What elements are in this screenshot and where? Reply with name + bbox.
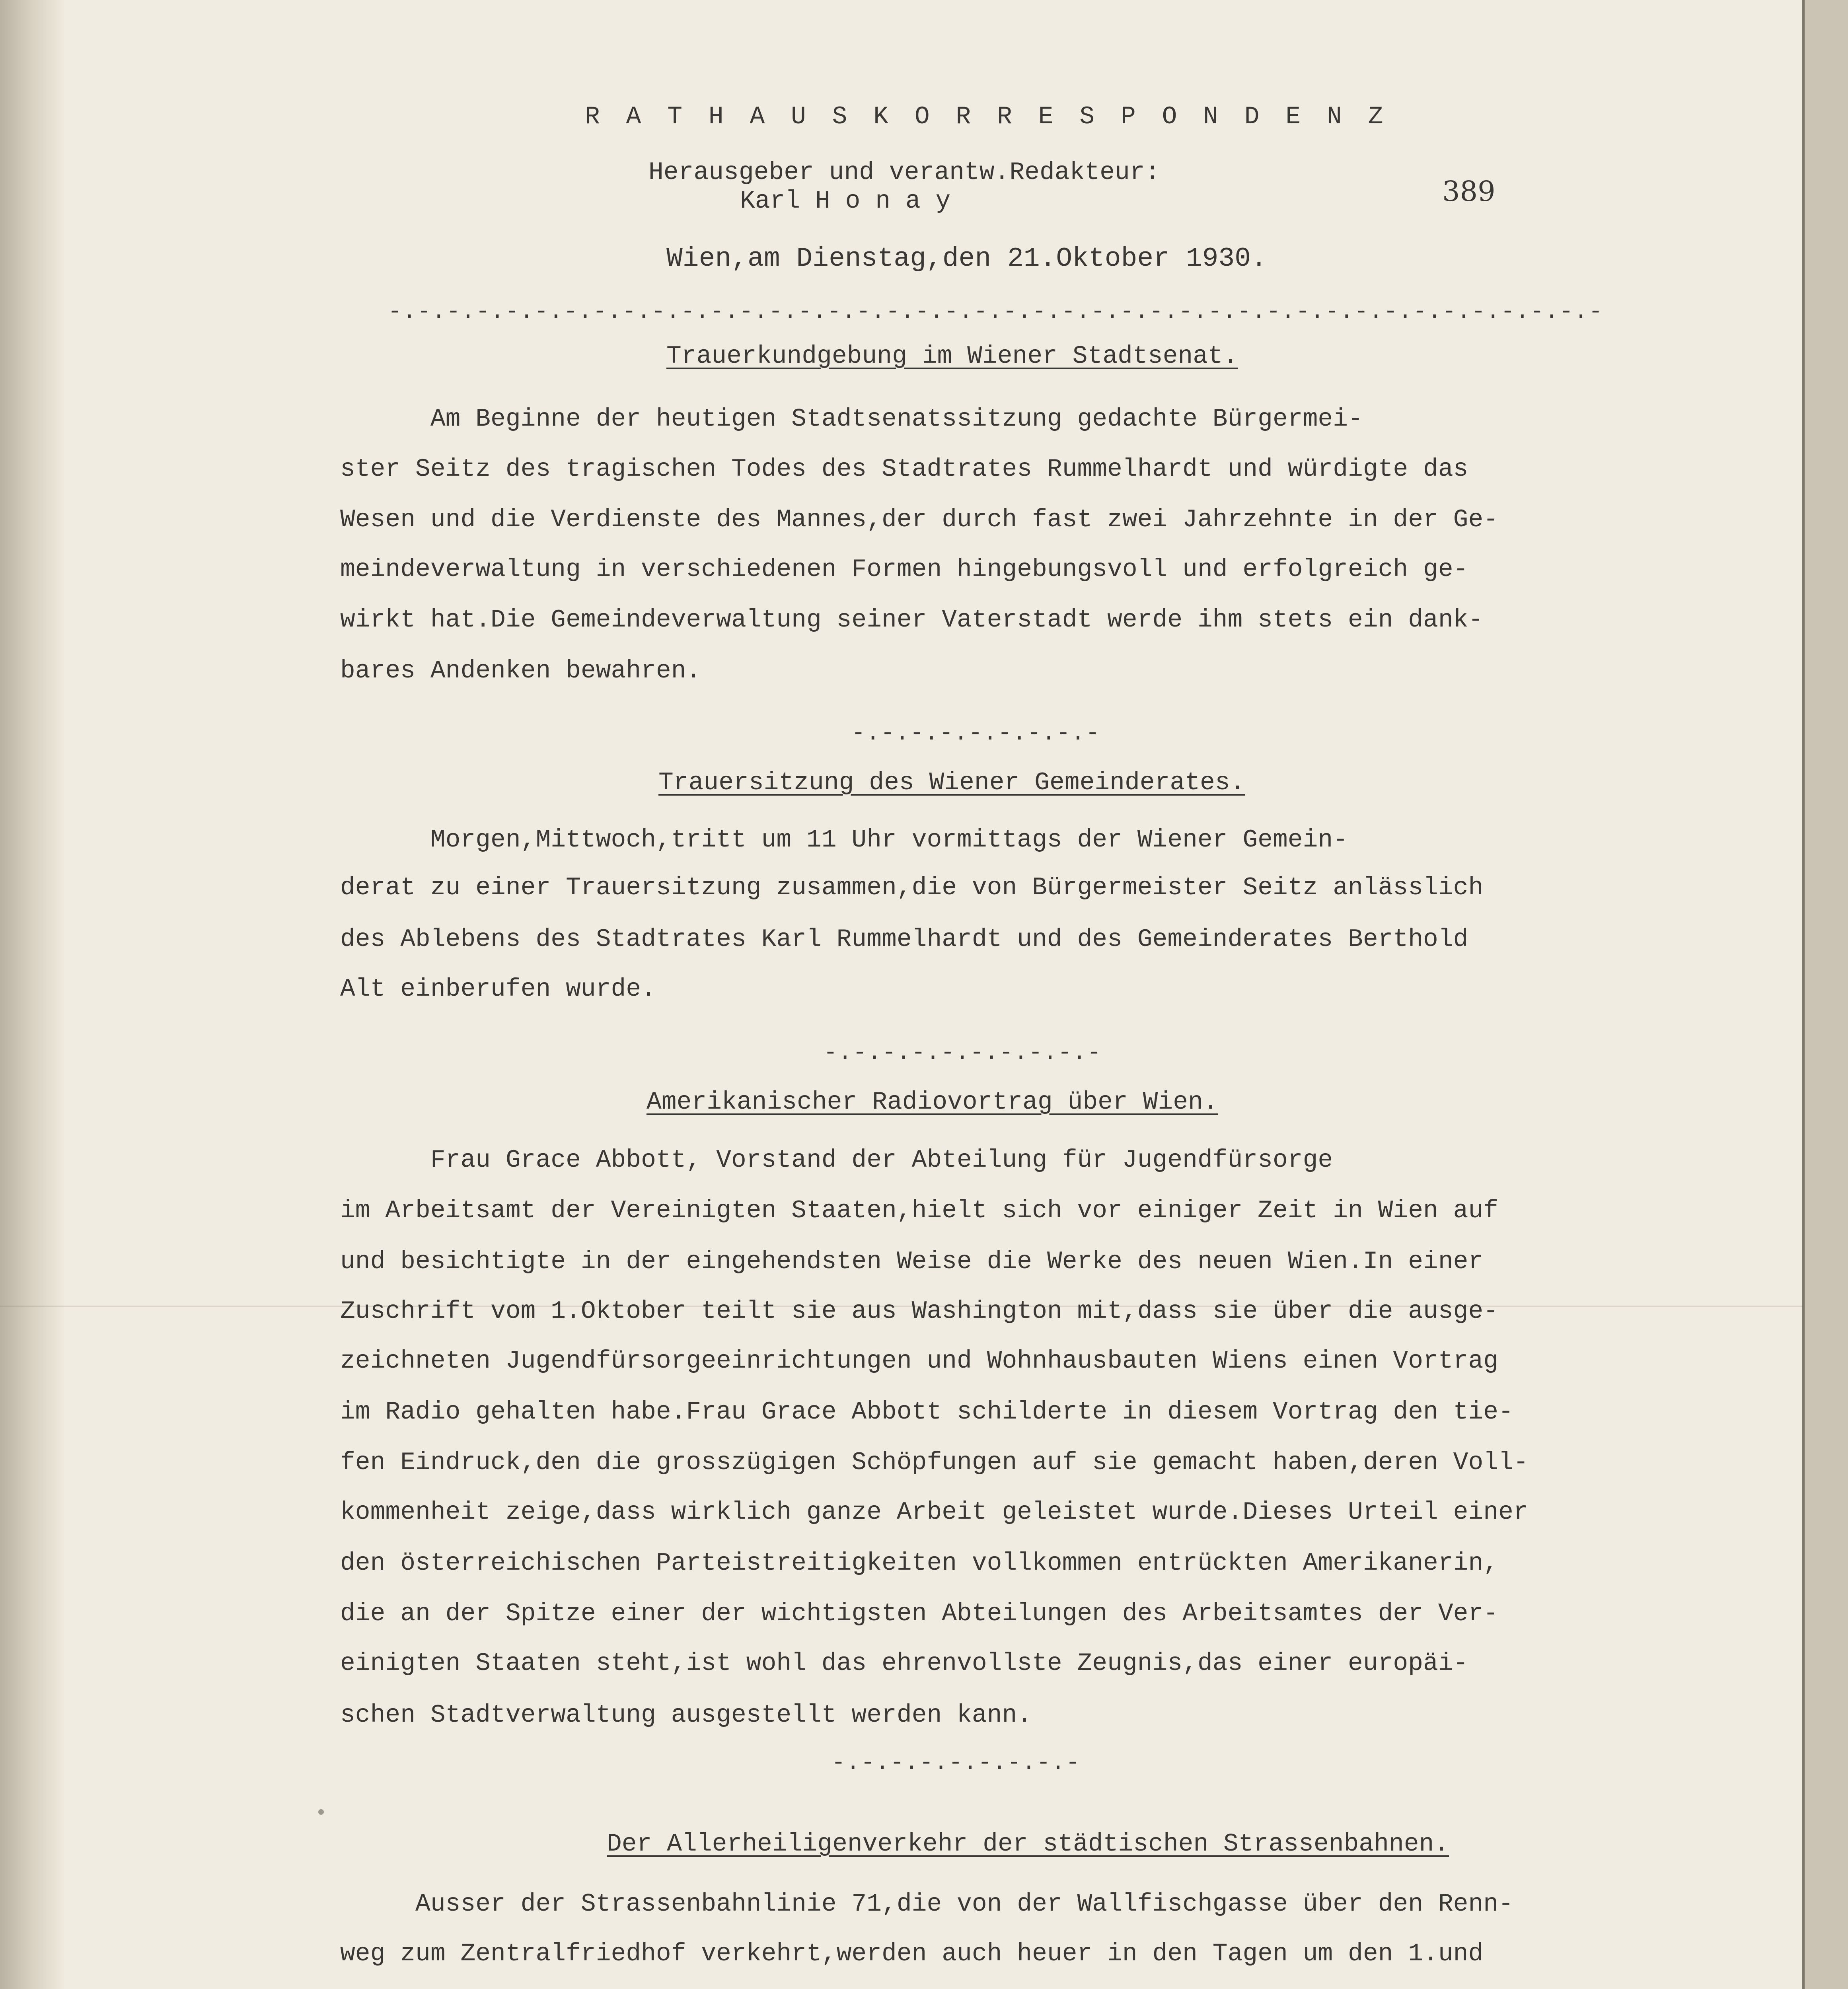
text-line: und besichtigte in der eingehendsten Weise die Werke des neuen Wien.In einer (340, 1248, 1484, 1276)
text-line: Frau Grace Abbott, Vorstand der Abteilung für Jugendfürsorge (340, 1146, 1333, 1174)
editor-name: Karl H o n a y (740, 187, 951, 215)
text-line: fen Eindruck,den die grosszügigen Schöpfungen auf sie gemacht haben,deren Voll- (340, 1448, 1529, 1477)
text-line: des Ablebens des Stadtrates Karl Rummelhardt und des Gemeinderates Berthold (340, 925, 1468, 954)
text-line: Ausser der Strassenbahnlinie 71,die von der Wallfischgasse über den Renn- (340, 1890, 1513, 1918)
text-line: Am Beginne der heutigen Stadtsenatssitzung gedachte Bürgermei- (340, 405, 1363, 433)
article-heading-3: Amerikanischer Radiovortrag über Wien. (647, 1088, 1218, 1116)
text-line: ster Seitz des tragischen Todes des Stadtrates Rummelhardt und würdigte das (340, 455, 1468, 483)
editor-label: Herausgeber und verantw.Redakteur: (648, 158, 1160, 187)
page-edge-shadow (1802, 0, 1805, 1989)
text-line: Wesen und die Verdienste des Mannes,der durch fast zwei Jahrzehnte in der Ge- (340, 506, 1499, 534)
text-line: die an der Spitze einer der wichtigsten Abteilungen des Arbeitsamtes der Ver- (340, 1600, 1499, 1628)
text-line: Morgen,Mittwoch,tritt um 11 Uhr vormittags der Wiener Gemein- (340, 826, 1348, 854)
text-line: im Arbeitsamt der Vereinigten Staaten,hielt sich vor einiger Zeit in Wien auf (340, 1197, 1499, 1225)
text-line: wirkt hat.Die Gemeindeverwaltung seiner Vaterstadt werde ihm stets ein dank- (340, 606, 1484, 634)
text-line: bares Andenken bewahren. (340, 657, 701, 685)
separator-top: -.-.-.-.-.-.-.-.-.-.-.-.-.-.-.-.-.-.-.-.-.-.-.-.-.-.-.-.-.-.-.-.-.-.-.-.-.-.-.-.-.- (388, 299, 1603, 325)
text-line: Alt einberufen wurde. (340, 975, 656, 1003)
dateline: Wien,am Dienstag,den 21.Oktober 1930. (666, 243, 1267, 274)
text-line: meindeverwaltung in verschiedenen Formen hingebungsvoll und erfolgreich ge- (340, 555, 1468, 584)
article-heading-4: Der Allerheiligenverkehr der städtischen Strassenbahnen. (607, 1830, 1449, 1858)
article-heading-1: Trauerkundgebung im Wiener Stadtsenat. (666, 342, 1238, 370)
text-line: zeichneten Jugendfürsorgeeinrichtungen und Wohnhausbauten Wiens einen Vortrag (340, 1347, 1499, 1375)
text-line: einigten Staaten steht,ist wohl das ehrenvollste Zeugnis,das einer europäi- (340, 1649, 1468, 1678)
masthead: R A T H A U S K O R R E S P O N D E N Z (585, 103, 1389, 131)
text-line: Zuschrift vom 1.Oktober teilt sie aus Washington mit,dass sie über die ausge- (340, 1297, 1499, 1325)
separator-3: -.-.-.-.-.-.-.-.- (832, 1750, 1081, 1776)
text-line: den österreichischen Parteistreitigkeiten vollkommen entrückten Amerikanerin, (340, 1549, 1499, 1577)
text-line: schen Stadtverwaltung ausgestellt werden kann. (340, 1701, 1032, 1729)
paper-speck (318, 1809, 324, 1815)
binding-gutter (0, 0, 64, 1989)
separator-2: -.-.-.-.-.-.-.-.-.- (824, 1040, 1102, 1066)
text-line: derat zu einer Trauersitzung zusammen,die von Bürgermeister Seitz anlässlich (340, 874, 1484, 902)
page-edge (1802, 0, 1848, 1989)
page-number: 389 (1442, 175, 1496, 208)
text-line: weg zum Zentralfriedhof verkehrt,werden auch heuer in den Tagen um den 1.und (340, 1940, 1484, 1968)
article-heading-2: Trauersitzung des Wiener Gemeinderates. (658, 769, 1245, 797)
separator-1: -.-.-.-.-.-.-.-.- (851, 721, 1100, 747)
text-line: kommenheit zeige,dass wirklich ganze Arbeit geleistet wurde.Dieses Urteil einer (340, 1498, 1529, 1526)
text-line: im Radio gehalten habe.Frau Grace Abbott schilderte in diesem Vortrag den tie- (340, 1398, 1513, 1426)
